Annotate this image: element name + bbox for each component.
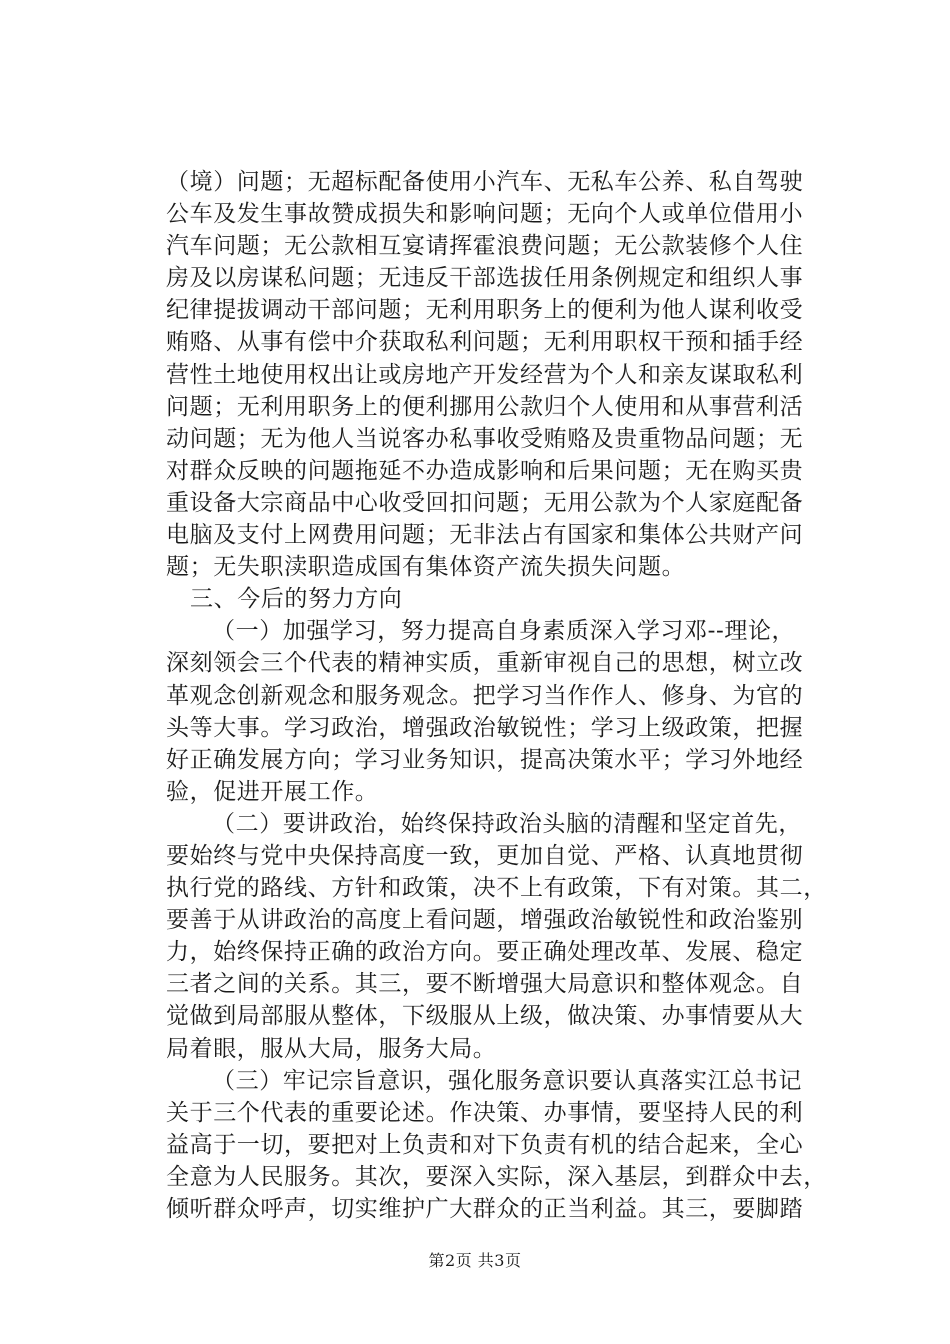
text-line: 好正确发展方向；学习业务知识，提高决策水平；学习外地经 <box>166 746 804 773</box>
text-line: 房及以房谋私问题；无违反干部选拔任用条例规定和组织人事 <box>166 265 804 292</box>
text-line: 汽车问题；无公款相互宴请挥霍浪费问题；无公款装修个人住 <box>166 233 804 260</box>
section-heading: 三、今后的努力方向 <box>190 586 403 613</box>
text-line: 深刻领会三个代表的精神实质，重新审视自己的思想，树立改 <box>166 650 804 677</box>
text-line: 纪律提拔调动干部问题；无利用职务上的便利为他人谋利收受 <box>166 297 804 324</box>
text-line: 动问题；无为他人当说客办私事收受贿赂及贵重物品问题；无 <box>166 425 804 452</box>
text-line: 要始终与党中央保持高度一致，更加自觉、严格、认真地贯彻 <box>166 842 804 869</box>
text-line: 题；无失职渎职造成国有集体资产流失损失问题。 <box>166 554 686 581</box>
text-line: 觉做到局部服从整体，下级服从上级，做决策、办事情要从大 <box>166 1003 804 1030</box>
text-line: 局着眼，服从大局，服务大局。 <box>166 1035 497 1062</box>
text-line: 问题；无利用职务上的便利挪用公款归个人使用和从事营利活 <box>166 393 804 420</box>
text-line: 营性土地使用权出让或房地产开发经营为个人和亲友谋取私利 <box>166 361 804 388</box>
text-line: 益高于一切，要把对上负责和对下负责有机的结合起来，全心 <box>166 1131 804 1158</box>
text-line: 贿赂、从事有偿中介获取私利问题；无利用职权干预和插手经 <box>166 329 804 356</box>
text-line: 公车及发生事故赞成损失和影响问题；无向个人或单位借用小 <box>166 201 804 228</box>
body-text <box>166 166 832 1225</box>
text-line: 头等大事。学习政治，增强政治敏锐性；学习上级政策，把握 <box>166 714 804 741</box>
text-line: 全意为人民服务。其次，要深入实际，深入基层，到群众中去， <box>166 1163 827 1190</box>
text-line: 革观念创新观念和服务观念。把学习当作作人、修身、为官的 <box>166 682 804 709</box>
text-line: 要善于从讲政治的高度上看问题，增强政治敏锐性和政治鉴别 <box>166 907 804 934</box>
paragraph-start: （三）牢记宗旨意识，强化服务意识要认真落实江总书记 <box>212 1067 802 1094</box>
text-line: 三者之间的关系。其三，要不断增强大局意识和整体观念。自 <box>166 971 804 998</box>
text-line: 力，始终保持正确的政治方向。要正确处理改革、发展、稳定 <box>166 939 804 966</box>
text-line: 关于三个代表的重要论述。作决策、办事情，要坚持人民的利 <box>166 1099 804 1126</box>
text-line: 电脑及支付上网费用问题；无非法占有国家和集体公共财产问 <box>166 522 804 549</box>
text-line: 倾听群众呼声，切实维护广大群众的正当利益。其三，要脚踏 <box>166 1196 804 1222</box>
text-line: （境）问题；无超标配备使用小汽车、无私车公养、私自驾驶 <box>166 169 804 195</box>
page-number-footer: 第2页 共3页 <box>428 1251 522 1270</box>
paragraph-start: （二）要讲政治，始终保持政治头脑的清醒和坚定首先， <box>212 810 802 837</box>
text-line: 重设备大宗商品中心收受回扣问题；无用公款为个人家庭配备 <box>166 489 804 516</box>
text-line: 验，促进开展工作。 <box>166 778 379 805</box>
text-line: 执行党的路线、方针和政策，决不上有政策，下有对策。其二， <box>166 875 827 902</box>
paragraph-start: （一）加强学习，努力提高自身素质深入学习邓--理论， <box>212 618 796 645</box>
text-line: 对群众反映的问题拖延不办造成影响和后果问题；无在购买贵 <box>166 457 804 484</box>
